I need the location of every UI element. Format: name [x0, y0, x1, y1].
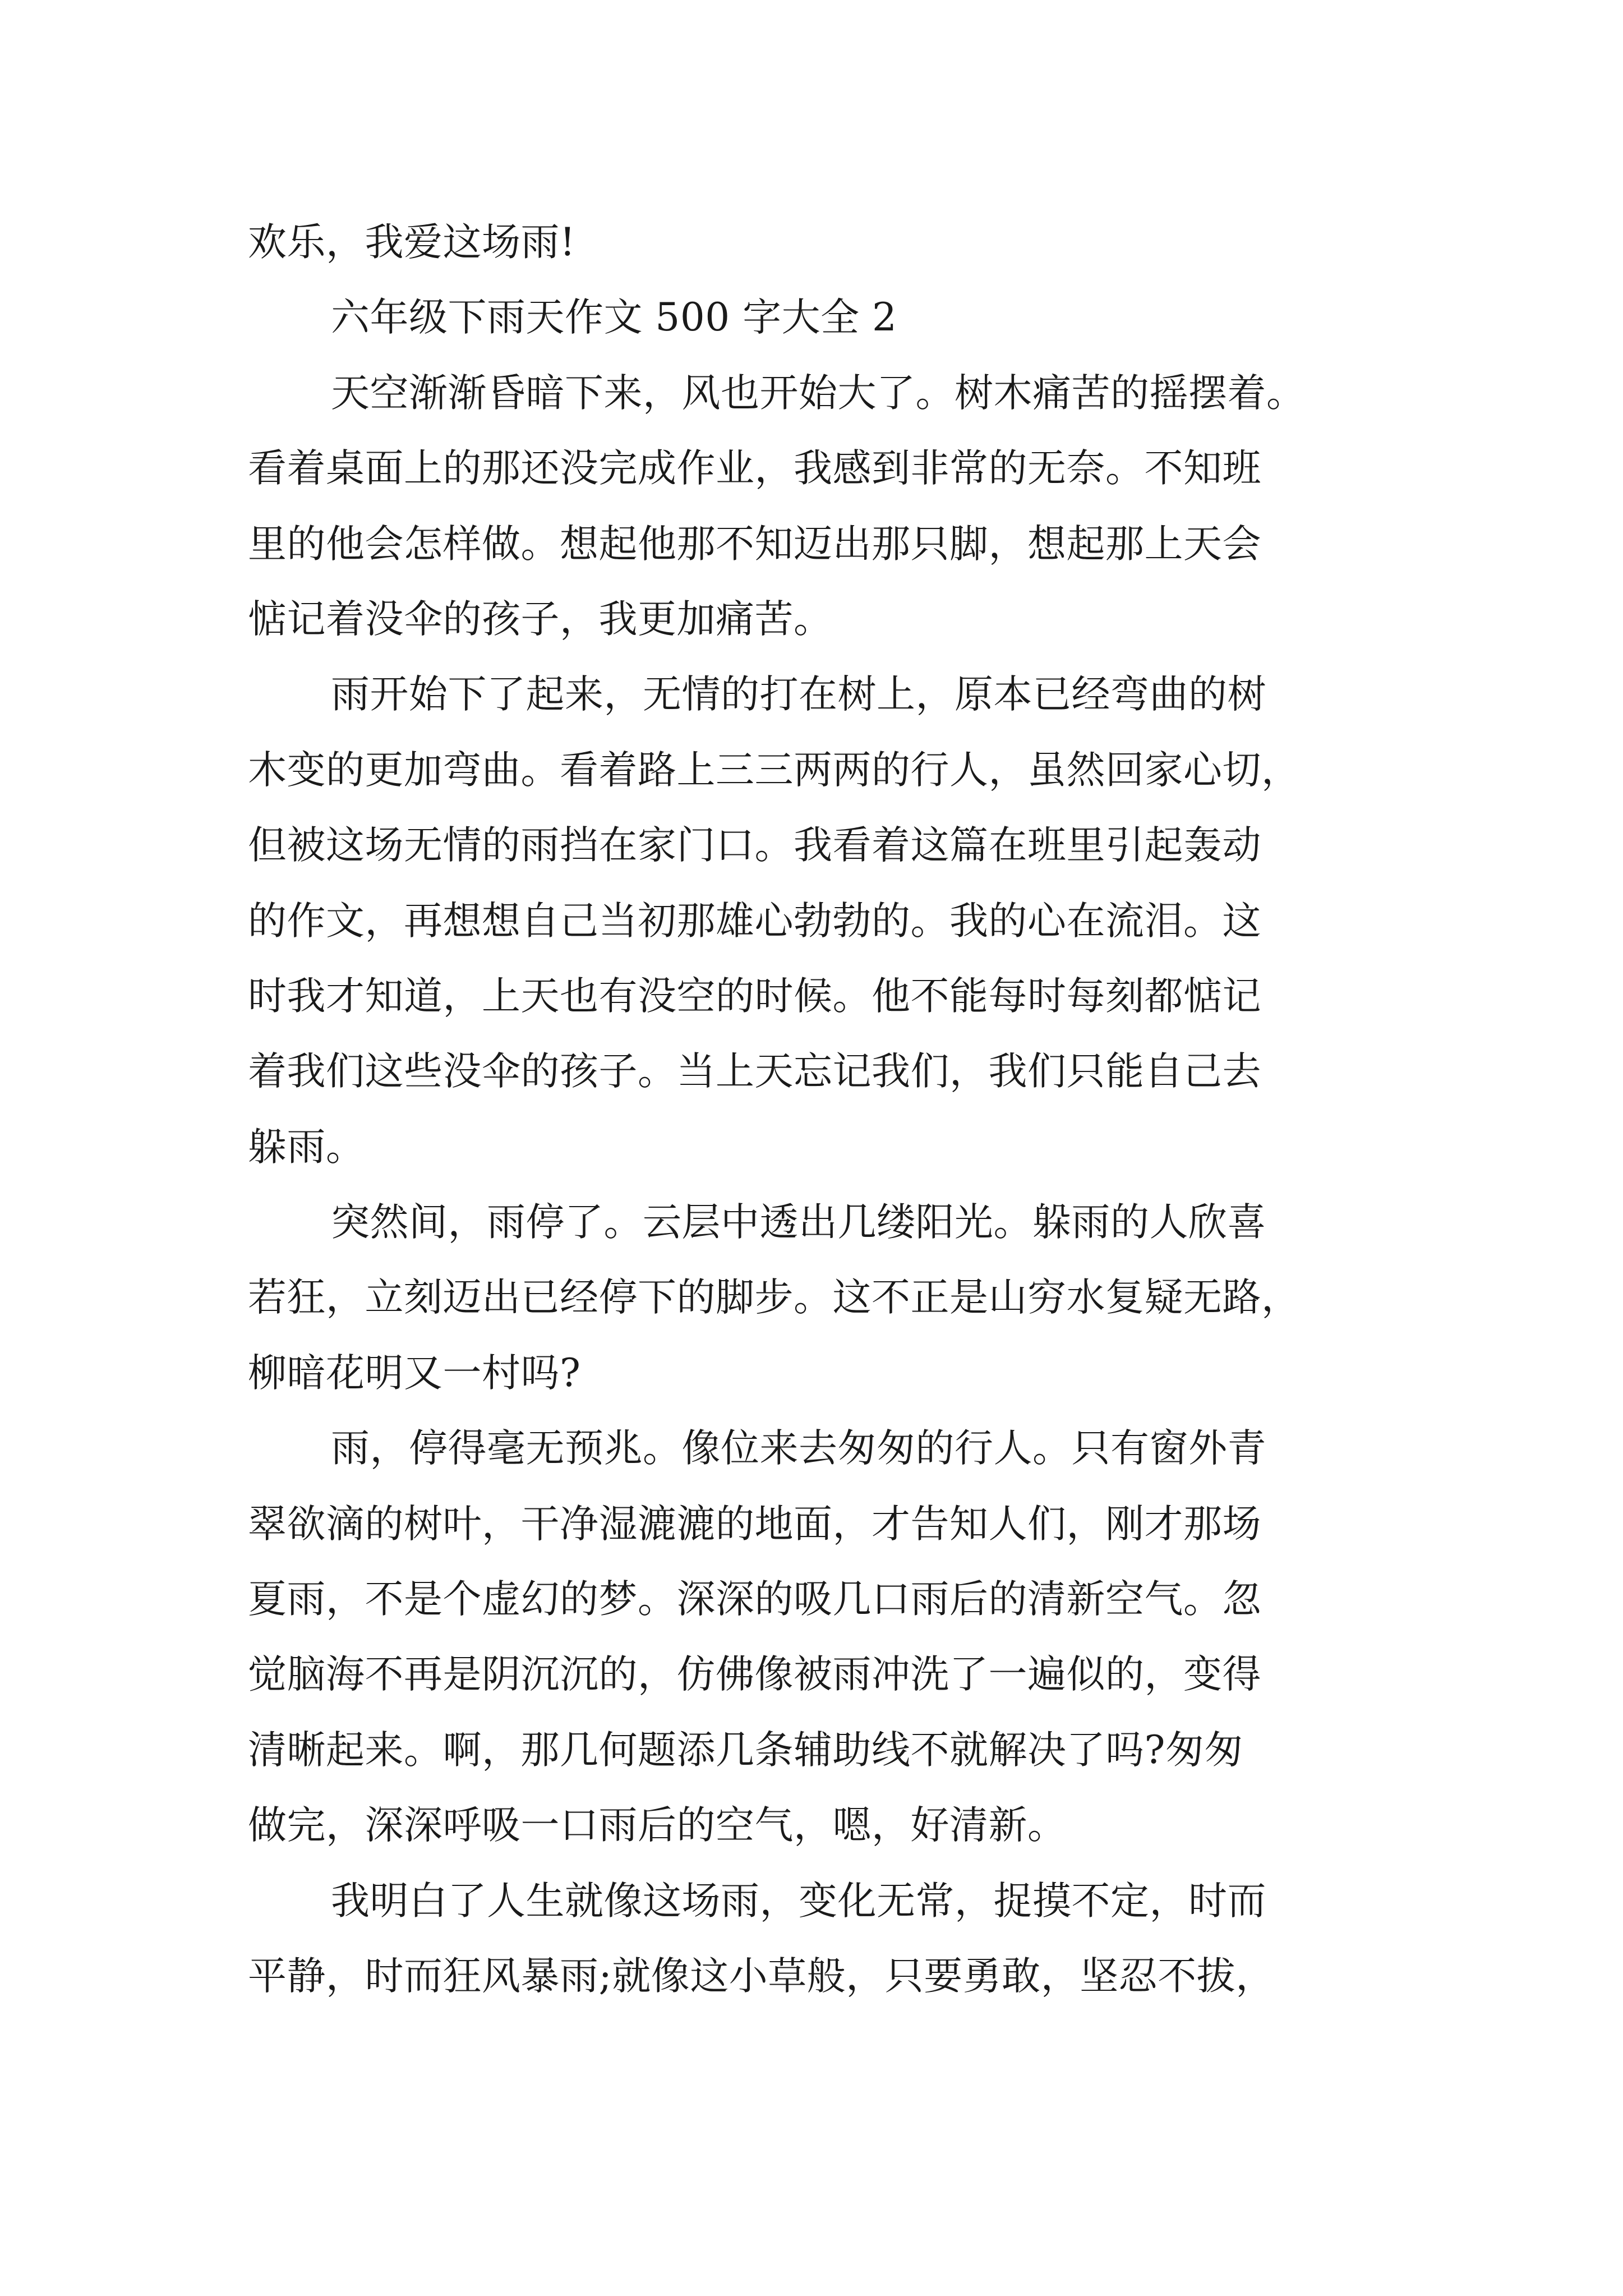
text-line: 夏雨，不是个虚幻的梦。深深的吸几口雨后的清新空气。忽	[248, 1577, 1261, 1622]
text-line: 着我们这些没伞的孩子。当上天忘记我们，我们只能自己去	[248, 1049, 1261, 1094]
text-line: 觉脑海不再是阴沉沉的，仿佛像被雨冲洗了一遍似的，变得	[248, 1652, 1261, 1697]
text-line: 翠欲滴的树叶，干净湿漉漉的地面，才告知人们，刚才那场	[248, 1501, 1261, 1547]
text-line: 雨，停得毫无预兆。像位来去匆匆的行人。只有窗外青	[331, 1426, 1266, 1471]
text-line: 时我才知道，上天也有没空的时候。他不能每时每刻都惦记	[248, 973, 1261, 1019]
text-line: 清晰起来。啊，那几何题添几条辅助线不就解决了吗?匆匆	[248, 1727, 1243, 1773]
text-line: 做完，深深呼吸一口雨后的空气，嗯，好清新。	[248, 1803, 1067, 1848]
text-line: 突然间，雨停了。云层中透出几缕阳光。躲雨的人欣喜	[331, 1200, 1266, 1245]
text-line: 平静，时而狂风暴雨;就像这小草般，只要勇敢，坚忍不拔，	[248, 1953, 1275, 1999]
text-line: 天空渐渐昏暗下来，风也开始大了。树木痛苦的摇摆着。	[331, 370, 1306, 416]
text-line: 惦记着没伞的孩子，我更加痛苦。	[248, 596, 833, 642]
text-line: 木变的更加弯曲。看着路上三三两两的行人，虽然回家心切，	[248, 747, 1301, 793]
text-line: 看着桌面上的那还没完成作业，我感到非常的无奈。不知班	[248, 446, 1261, 491]
text-line: 雨开始下了起来，无情的打在树上，原本已经弯曲的树	[331, 672, 1266, 717]
text-line: 柳暗花明又一村吗?	[248, 1350, 581, 1396]
document-body	[248, 205, 1403, 2014]
text-line: 我明白了人生就像这场雨，变化无常，捉摸不定，时而	[331, 1878, 1266, 1924]
text-line: 若狂，立刻迈出已经停下的脚步。这不正是山穷水复疑无路，	[248, 1275, 1301, 1320]
text-line: 欢乐，我爱这场雨!	[248, 220, 576, 265]
text-line: 的作文，再想想自己当初那雄心勃勃的。我的心在流泪。这	[248, 898, 1261, 944]
text-line: 里的他会怎样做。想起他那不知迈出那只脚，想起那上天会	[248, 521, 1261, 567]
text-line: 躲雨。	[248, 1124, 365, 1170]
section-heading: 六年级下雨天作文 500 字大全 2	[331, 295, 897, 341]
text-line: 但被这场无情的雨挡在家门口。我看着这篇在班里引起轰动	[248, 823, 1261, 868]
